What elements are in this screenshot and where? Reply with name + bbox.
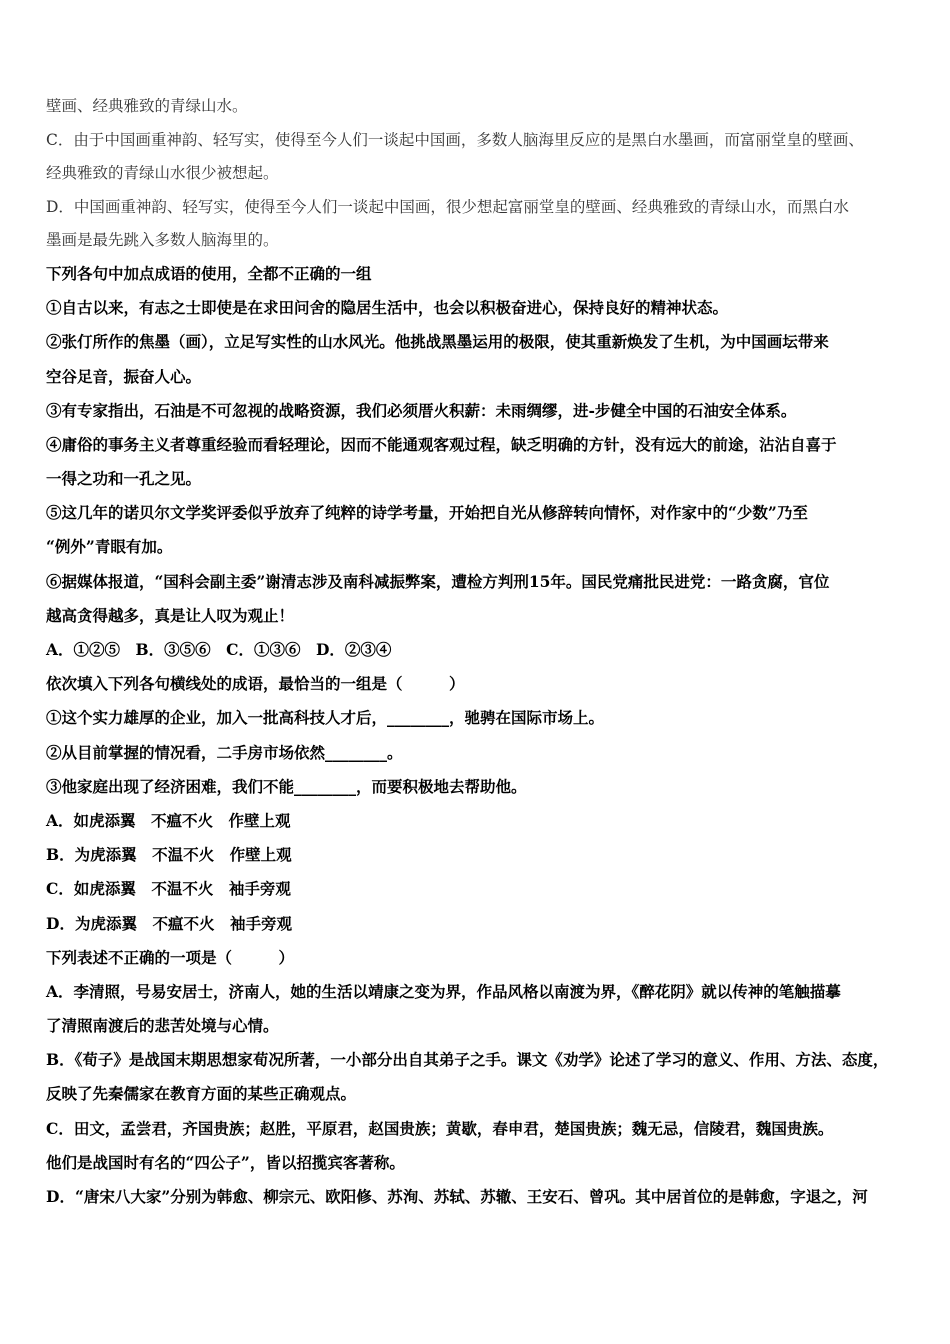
fill-sentence-3: ③他家庭出现了经济困难，我们不能________，而要积极地去帮助他。	[46, 776, 527, 796]
idiom-sentence-6-line1: ⑥据媒体报道，“国科会副主委”谢清志涉及南科减振弊案，遭检方判刑15年。国民党痛批民进党：一路贪腐，官位	[46, 571, 830, 591]
fill-option-c: C．如虎添翼 不温不火 袖手旁观	[46, 879, 291, 899]
literature-option-d-line1: D．“唐宋八大家”分别为韩愈、柳宗元、欧阳修、苏洵、苏轼、苏辙、王安石、曾巩。其中居首位的是韩愈，字退之，河	[46, 1187, 868, 1207]
literature-question-stem: 下列表述不正确的一项是（ ）	[46, 947, 295, 967]
prev-option-d-line1: D．中国画重神韵、轻写实，使得至今人们一谈起中国画，很少想起富丽堂皇的壁画、经典雅致的青绿山水，而黑白水	[46, 197, 849, 216]
prev-option-c-tail: 壁画、经典雅致的青绿山水。	[46, 97, 248, 115]
prev-option-d-line2: 墨画是最先跳入多数人脑海里的。	[46, 231, 279, 250]
fill-sentence-2: ②从目前掌握的情况看，二手房市场依然________。	[46, 742, 403, 762]
literature-option-b-line1: B．《荀子》是战国末期思想家荀况所著，一小部分出自其弟子之手。课文《劝学》论述了学习的意义、作用、方法、态度，	[46, 1050, 889, 1070]
document-page	[46, 96, 916, 1207]
literature-option-c-line2: 他们是战国时有名的“四公子”，皆以招揽宾客著称。	[46, 1152, 405, 1172]
idiom-sentence-4-line1: ④庸俗的事务主义者尊重经验而看轻理论，因而不能通观客观过程，缺乏明确的方针，没有远大的前途，沾沾自喜于	[46, 434, 837, 454]
prev-option-c-line2: 经典雅致的青绿山水很少被想起。	[46, 164, 279, 183]
literature-option-b-line2: 反映了先秦儒家在教育方面的某些正确观点。	[46, 1084, 357, 1104]
fill-question-stem: 依次填入下列各句横线处的成语，最恰当的一组是（ ）	[46, 674, 465, 694]
fill-sentence-1: ①这个实力雄厚的企业，加入一批高科技人才后，________，驰骋在国际市场上。	[46, 708, 605, 728]
fill-option-d: D．为虎添翼 不瘟不火 袖手旁观	[46, 913, 292, 933]
prev-option-c-line1: C．由于中国画重神韵、轻写实，使得至今人们一谈起中国画，多数人脑海里反应的是黑白水墨画，而富丽堂皇的壁画、	[46, 130, 864, 149]
idiom-sentence-6-line2: 越高贪得越多，真是让人叹为观止！	[46, 605, 295, 625]
literature-option-a-line1: A．李清照，号易安居士，济南人，她的生活以靖康之变为界，作品风格以南渡为界，《醉花阴》就以传神的笔触描摹	[46, 981, 841, 1001]
idiom-answer-options: A．①②⑤ B．③⑤⑥ C．①③⑥ D．②③④	[46, 640, 392, 660]
idiom-sentence-5-line1: ⑤这几年的诺贝尔文学奖评委似乎放弃了纯粹的诗学考量，开始把自光从修辞转向情怀，对作家中的“少数”乃至	[46, 503, 808, 523]
idiom-sentence-3: ③有专家指出，石油是不可忽视的战略资源，我们必须厝火积薪：未雨绸缪，进-步健全中国的石油安全体系。	[46, 400, 797, 420]
idiom-question-stem: 下列各句中加点成语的使用，全都不正确的一组	[46, 263, 372, 283]
literature-option-a-line2: 了清照南渡后的悲苦处境与心情。	[46, 1016, 279, 1036]
idiom-sentence-5-line2: “例外”青眼有加。	[46, 537, 173, 557]
fill-option-b: B．为虎添翼 不温不火 作壁上观	[46, 845, 292, 865]
idiom-sentence-2-line2: 空谷足音，振奋人心。	[46, 366, 202, 386]
idiom-sentence-2-line1: ②张仃所作的焦墨（画），立足写实性的山水风光。他挑战黑墨运用的极限，使其重新焕发了生机，为中国画坛带来	[46, 332, 829, 352]
idiom-sentence-1: ①自古以来，有志之士即使是在求田问舍的隐居生活中，也会以积极奋进心，保持良好的精神状态。	[46, 298, 729, 318]
literature-option-c-line1: C．田文，孟尝君，齐国贵族；赵胜，平原君，赵国贵族；黄歇，春申君，楚国贵族；魏无忌，信陵君，魏国贵族。	[46, 1118, 834, 1138]
fill-option-a: A．如虎添翼 不瘟不火 作壁上观	[46, 810, 291, 830]
idiom-sentence-4-line2: 一得之功和一孔之见。	[46, 469, 202, 489]
